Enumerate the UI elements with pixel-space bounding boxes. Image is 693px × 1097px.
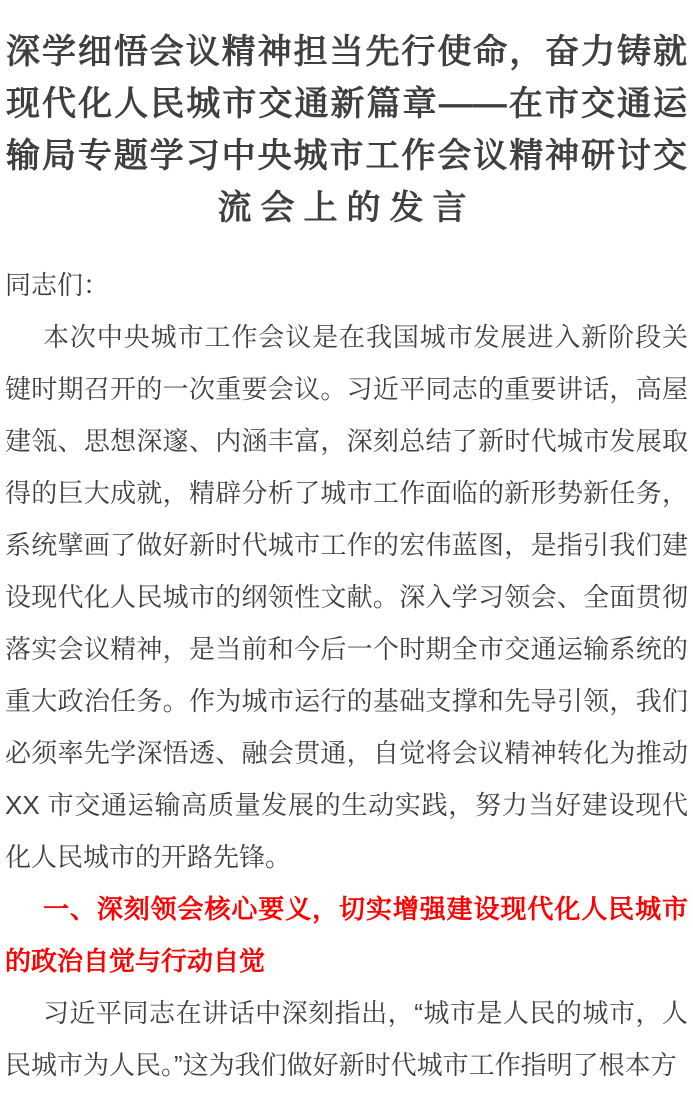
article-body [0,259,693,1091]
salutation: 同志们： [5,270,110,300]
paragraph-2: 习近平同志在讲话中深刻指出，“城市是人民的城市，人民城市为人民。”这为我们做好新时代城市工作指明了根本方 [5,998,688,1080]
title-line-4: 流会上的发言 [217,189,476,227]
title-line-3: 输局专题学习中央城市工作会议精神研讨交 [6,137,687,175]
section-heading-1: 一、深刻领会核心要义，切实增强建设现代化人民城市的政治自觉与行动自觉 [5,894,688,976]
title-line-1: 深学细悟会议精神担当先行使命，奋力铸就 [6,33,687,71]
title-line-2: 现代化人民城市交通新篇章——在市交通运 [6,85,687,123]
article-title [0,26,693,234]
paragraph-1: 本次中央城市工作会议是在我国城市发展进入新阶段关键时期召开的一次重要会议。习近平同志的重要讲话，高屋建瓴、思想深邃、内涵丰富，深刻总结了新时代城市发展取得的巨大成就，精辟分析了城市工作面临的新形势新任务，系统擘画了做好新时代城市工作的宏伟蓝图，是指引我们建设现代化人民城市的纲领性文献。深入学习领会、全面贯彻落实会议精神，是当前和今后一个时期全市交通运输系统的重大政治任务。作为城市运行的基础支撑和先导引领，我们必须率先学深悟透、融会贯通，自觉将会议精神转化为推动XX 市交通运输高质量发展的生动实践，努力当好建设现代化人民城市的开路先锋。 [5,322,688,872]
